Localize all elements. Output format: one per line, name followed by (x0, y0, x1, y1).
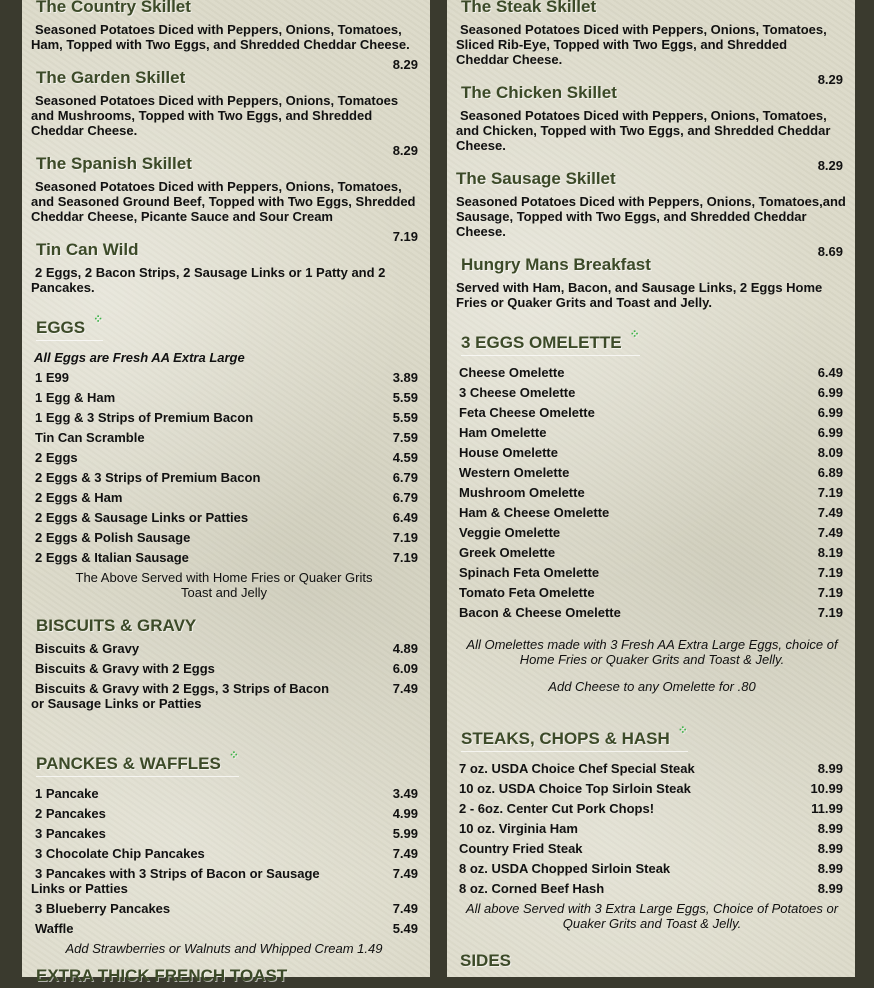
menu-item-price: 8.19 (817, 545, 843, 560)
menu-item-price: 10.99 (810, 781, 843, 796)
menu-item-name: 3 Pancakes with 3 Strips of Bacon or Sausage Links or Patties (31, 866, 320, 896)
menu-item-price: 7.19 (817, 485, 843, 500)
menu-item-name: Veggie Omelette (459, 525, 561, 540)
menu-item-name: Western Omelette (459, 465, 570, 480)
chicken-skillet-title: The Chicken Skillet (461, 83, 617, 102)
menu-item-price: 6.99 (817, 405, 843, 420)
menu-item-price: 11.99 (811, 801, 843, 816)
menu-item-name: 2 Eggs & Sausage Links or Patties (35, 510, 249, 525)
sausage-skillet-price: 8.69 (817, 244, 843, 259)
menu-item-name: House Omelette (459, 445, 558, 460)
menu-item-price: 6.99 (817, 385, 843, 400)
menu-item-price: 5.49 (392, 921, 418, 936)
menu-item-price: 8.99 (817, 841, 843, 856)
menu-item-name: 1 Egg & 3 Strips of Premium Bacon (35, 410, 254, 425)
menu-item-price: 3.89 (392, 370, 418, 385)
omelette-cheese-note: Add Cheese to any Omelette for .80 (548, 679, 756, 694)
chicken-skillet-price: 8.29 (817, 158, 843, 173)
chicken-skillet-desc: Seasoned Potatoes Diced with Peppers, Onions, Tomatoes, and Chicken, Topped with Two Eggs, and Shredded Cheddar Cheese. (456, 108, 831, 153)
menu-item-name: 2 - 6oz. Center Cut Pork Chops! (459, 801, 655, 816)
menu-item-name: 2 Eggs & Italian Sausage (35, 550, 189, 565)
menu-item-price: 5.59 (392, 390, 418, 405)
spanish-skillet-desc: Seasoned Potatoes Diced with Peppers, Onions, Tomatoes, and Seasoned Ground Beef, Topped with Two Eggs, Shredded Cheddar Cheese, Picante Sauce and Sour Cream (31, 179, 416, 224)
menu-item-price: 7.19 (817, 565, 843, 580)
menu-item-name: Waffle (35, 921, 74, 936)
menu-item-price: 6.99 (817, 425, 843, 440)
hungry-mans-desc: Served with Ham, Bacon, and Sausage Links, 2 Eggs Home Fries or Quaker Grits and Toast and Jelly. (456, 280, 823, 310)
omelette-note: All Omelettes made with 3 Fresh AA Extra Large Eggs, choice of Home Fries or Quaker Grits and Toast & Jelly. (466, 637, 838, 667)
menu-item-price: 7.19 (392, 530, 418, 545)
tin-can-wild-title: Tin Can Wild (36, 240, 139, 259)
menu-item-name: 1 Egg & Ham (35, 390, 116, 405)
menu-item-price: 6.09 (392, 661, 418, 676)
garden-skillet-price: 8.29 (392, 143, 418, 158)
menu-item-name: 2 Eggs & Polish Sausage (35, 530, 191, 545)
garden-skillet-desc: Seasoned Potatoes Diced with Peppers, Onions, Tomatoes and Mushrooms, Topped with Two Eggs, and Shredded Cheddar Cheese. (31, 93, 399, 138)
menu-item-name: 2 Eggs & 3 Strips of Premium Bacon (35, 470, 261, 485)
steaks-section-title: STEAKS, CHOPS & HASH ⁘ (461, 729, 688, 752)
menu-item-name: Biscuits & Gravy with 2 Eggs (35, 661, 215, 676)
steaks-note: All above Served with 3 Extra Large Eggs, Choice of Potatoes or Quaker Grits and Toast & Jelly. (465, 901, 839, 931)
menu-item-name: 10 oz. Virginia Ham (459, 821, 578, 836)
sparkle-icon: ⁘ (93, 312, 104, 326)
menu-item-name: 2 Eggs & Ham (35, 490, 123, 505)
menu-item-price: 4.89 (392, 641, 418, 656)
menu-item-price: 7.19 (392, 550, 418, 565)
menu-item-name: 3 Blueberry Pancakes (35, 901, 171, 916)
country-skillet-desc: Seasoned Potatoes Diced with Peppers, Onions, Tomatoes, Ham, Topped with Two Eggs, and Shredded Cheddar Cheese. (31, 22, 410, 52)
menu-item-price: 4.99 (392, 806, 418, 821)
menu-item-name: Country Fried Steak (459, 841, 583, 856)
pancakes-section-title: PANCKES & WAFFLES ⁘ (36, 754, 239, 777)
sides-section-title: SIDES (460, 951, 512, 970)
menu-item-price: 8.99 (817, 881, 843, 896)
menu-item-price: 6.79 (392, 490, 418, 505)
menu-item-price: 7.49 (392, 901, 418, 916)
menu-item-price: 6.89 (817, 465, 843, 480)
pancakes-note: Add Strawberries or Walnuts and Whipped Cream 1.49 (65, 941, 383, 956)
menu-item-name: Tomato Feta Omelette (459, 585, 595, 600)
menu-item-price: 7.49 (392, 846, 418, 861)
country-skillet-title: The Country Skillet (36, 0, 191, 16)
menu-item-name: 3 Chocolate Chip Pancakes (35, 846, 205, 861)
menu-item-price: 7.19 (817, 585, 843, 600)
eggs-note: The Above Served with Home Fries or Quaker Grits Toast and Jelly (75, 570, 373, 600)
menu-item-name: 8 oz. USDA Chopped Sirloin Steak (459, 861, 671, 876)
menu-item-price: 3.49 (392, 786, 418, 801)
menu-item-name: 2 Eggs (35, 450, 78, 465)
menu-item-name: 1 Pancake (35, 786, 99, 801)
eggs-section-title: EGGS ⁘ (36, 318, 103, 341)
menu-item-name: 3 Cheese Omelette (459, 385, 576, 400)
sausage-skillet-desc: Seasoned Potatoes Diced with Peppers, Onions, Tomatoes,and Sausage, Topped with Two Eggs, and Shredded Cheddar Cheese. (456, 194, 846, 239)
sparkle-icon: ⁘ (677, 723, 688, 737)
menu-item-price: 5.59 (392, 410, 418, 425)
menu-item-name: Cheese Omelette (459, 365, 565, 380)
hungry-mans-title: Hungry Mans Breakfast (461, 255, 651, 274)
menu-item-price: 7.19 (817, 605, 843, 620)
steak-skillet-price: 8.29 (817, 72, 843, 87)
biscuits-section-title: BISCUITS & GRAVY (36, 616, 197, 635)
menu-item-name: 1 E99 (35, 370, 69, 385)
menu-item-name: Mushroom Omelette (459, 485, 585, 500)
menu-item-price: 8.99 (817, 761, 843, 776)
tin-can-wild-desc: 2 Eggs, 2 Bacon Strips, 2 Sausage Links or 1 Patty and 2 Pancakes. (31, 265, 386, 295)
menu-item-name: Spinach Feta Omelette (459, 565, 600, 580)
menu-item-name: 2 Pancakes (35, 806, 106, 821)
french-toast-section-title: EXTRA THICK FRENCH TOAST (36, 966, 288, 985)
menu-item-price: 7.59 (392, 430, 418, 445)
sparkle-icon: ⁘ (629, 327, 640, 341)
steak-skillet-title: The Steak Skillet (461, 0, 597, 16)
garden-skillet-title: The Garden Skillet (36, 68, 186, 87)
menu-item-price: 8.99 (817, 861, 843, 876)
menu-item-name: Ham Omelette (459, 425, 547, 440)
sausage-skillet-title: The Sausage Skillet (456, 169, 616, 188)
menu-item-name: Greek Omelette (459, 545, 556, 560)
menu-item-name: Biscuits & Gravy (35, 641, 140, 656)
menu-item-name: Ham & Cheese Omelette (459, 505, 610, 520)
omelette-section-title: 3 EGGS OMELETTE ⁘ (461, 333, 640, 356)
steak-skillet-desc: Seasoned Potatoes Diced with Peppers, Onions, Tomatoes, Sliced Rib-Eye, Topped with Two Eggs, and Shredded Cheddar Cheese. (456, 22, 827, 67)
menu-item-price: 7.49 (817, 525, 843, 540)
menu-item-name: Feta Cheese Omelette (459, 405, 595, 420)
menu-item-name: Tin Can Scramble (35, 430, 145, 445)
menu-item-name: 10 oz. USDA Choice Top Sirloin Steak (459, 781, 691, 796)
menu-item-name: 3 Pancakes (35, 826, 106, 841)
menu-item-price: 6.49 (817, 365, 843, 380)
menu-item-name: Biscuits & Gravy with 2 Eggs, 3 Strips of Bacon or Sausage Links or Patties (31, 681, 330, 711)
menu-item-price: 8.99 (817, 821, 843, 836)
menu-item-price: 7.49 (392, 866, 418, 881)
menu-item-price: 6.79 (392, 470, 418, 485)
menu-item-price: 8.09 (817, 445, 843, 460)
eggs-subtitle: All Eggs are Fresh AA Extra Large (34, 350, 245, 365)
menu-item-name: 7 oz. USDA Choice Chef Special Steak (459, 761, 695, 776)
menu-item-price: 5.99 (392, 826, 418, 841)
menu-item-name: 8 oz. Corned Beef Hash (459, 881, 605, 896)
country-skillet-price: 8.29 (392, 57, 418, 72)
spanish-skillet-title: The Spanish Skillet (36, 154, 192, 173)
menu-item-price: 7.49 (817, 505, 843, 520)
menu-item-name: Bacon & Cheese Omelette (459, 605, 621, 620)
sparkle-icon: ⁘ (228, 748, 239, 762)
menu-item-price: 4.59 (392, 450, 418, 465)
menu-item-price: 6.49 (392, 510, 418, 525)
spanish-skillet-price: 7.19 (392, 229, 418, 244)
menu-item-price: 7.49 (392, 681, 418, 696)
